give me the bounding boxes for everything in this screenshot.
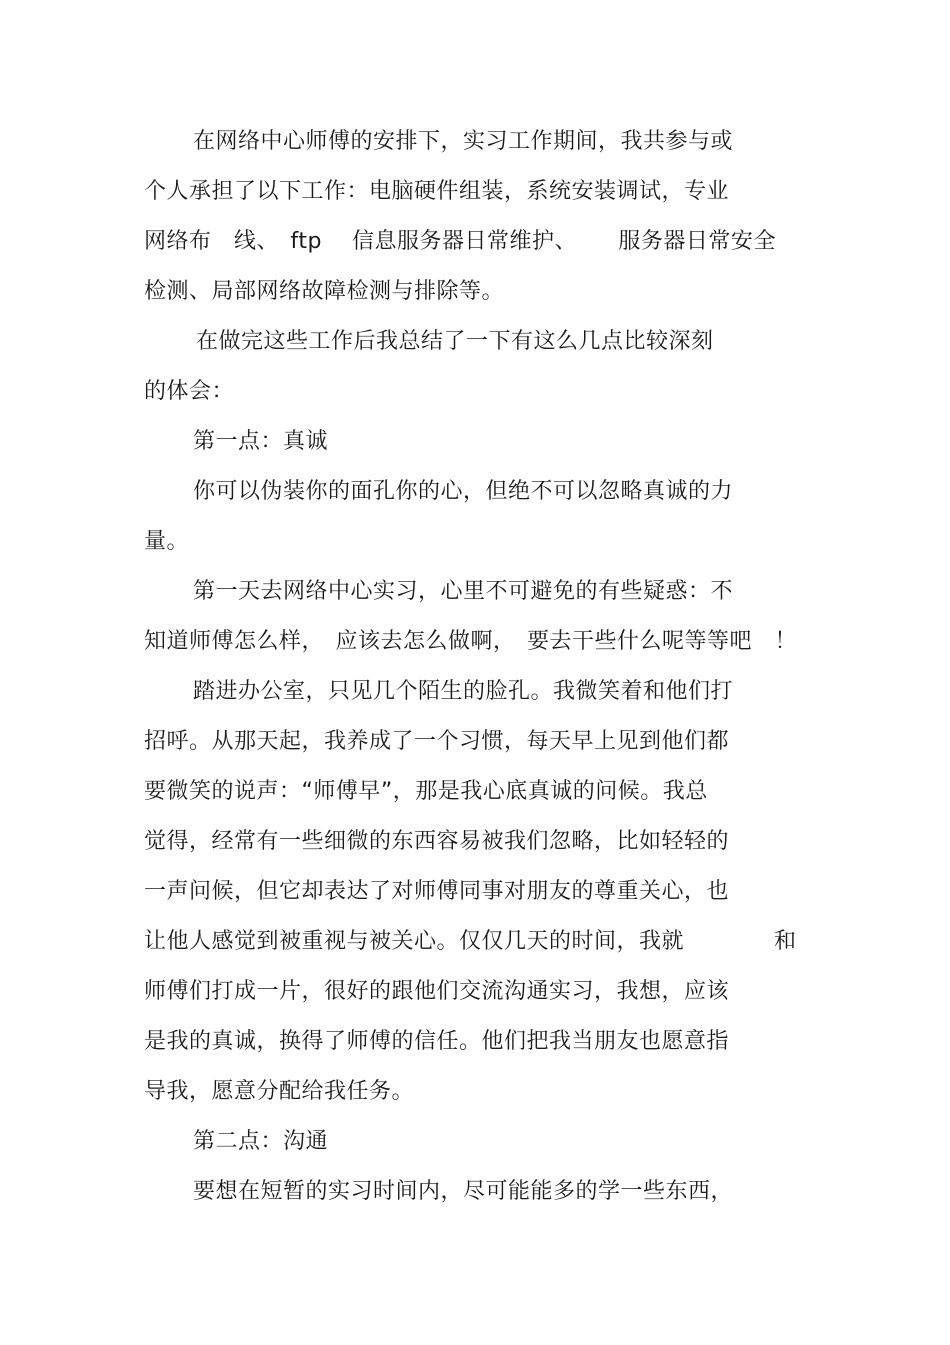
section-heading-2: 第二点：沟通 (193, 1129, 329, 1154)
text-line-17: 让他人感觉到被重视与被关心。仅仅几天的时间，我就 和 (144, 929, 797, 954)
text-line-4: 检测、局部网络故障检测与排除等。 (144, 279, 505, 304)
text-line-12: 踏进办公室，只见几个陌生的脸孔。我微笑着和他们打 (193, 679, 734, 704)
text-line-8: 你可以伪装你的面孔你的心，但绝不可以忽略真诚的力 (193, 479, 734, 504)
text-line-22: 要想在短暂的实习时间内，尽可能能多的学一些东西， (193, 1179, 734, 1204)
text-line-20: 导我，愿意分配给我任务。 (144, 1079, 415, 1104)
text-line-19: 是我的真诚，换得了师傅的信任。他们把我当朋友也愿意指 (144, 1029, 730, 1054)
text-line-18: 师傅们打成一片，很好的跟他们交流沟通实习，我想，应该 (144, 979, 730, 1004)
text-line-2: 个人承担了以下工作：电脑硬件组装，系统安装调试，专业 (144, 179, 730, 204)
section-heading-1: 第一点：真诚 (193, 429, 329, 454)
text-line-3: 网络布 线、 ftp 信息服务器日常维护、 服务器日常安全 (144, 229, 776, 254)
text-line-10: 第一天去网络中心实习，心里不可避免的有些疑惑：不 (193, 579, 734, 604)
text-line-6: 的体会： (144, 379, 235, 404)
text-line-14: 要微笑的说声：“师傅早”，那是我心底真诚的问候。我总 (144, 779, 708, 804)
text-line-16: 一声问候，但它却表达了对师傅同事对朋友的尊重关心，也 (144, 879, 730, 904)
text-line-13: 招呼。从那天起，我养成了一个习惯，每天早上见到他们都 (144, 729, 730, 754)
text-line-15: 觉得，经常有一些细微的东西容易被我们忽略，比如轻轻的 (144, 829, 730, 854)
text-line-5: 在做完这些工作后我总结了一下有这么几点比较深刻 (196, 329, 714, 354)
text-line-1: 在网络中心师傅的安排下，实习工作期间，我共参与或 (193, 129, 734, 154)
text-line-11: 知道师傅怎么样， 应该去怎么做啊， 要去干些什么呢等等吧 ！ (144, 629, 798, 654)
text-line-9: 量。 (144, 529, 190, 554)
